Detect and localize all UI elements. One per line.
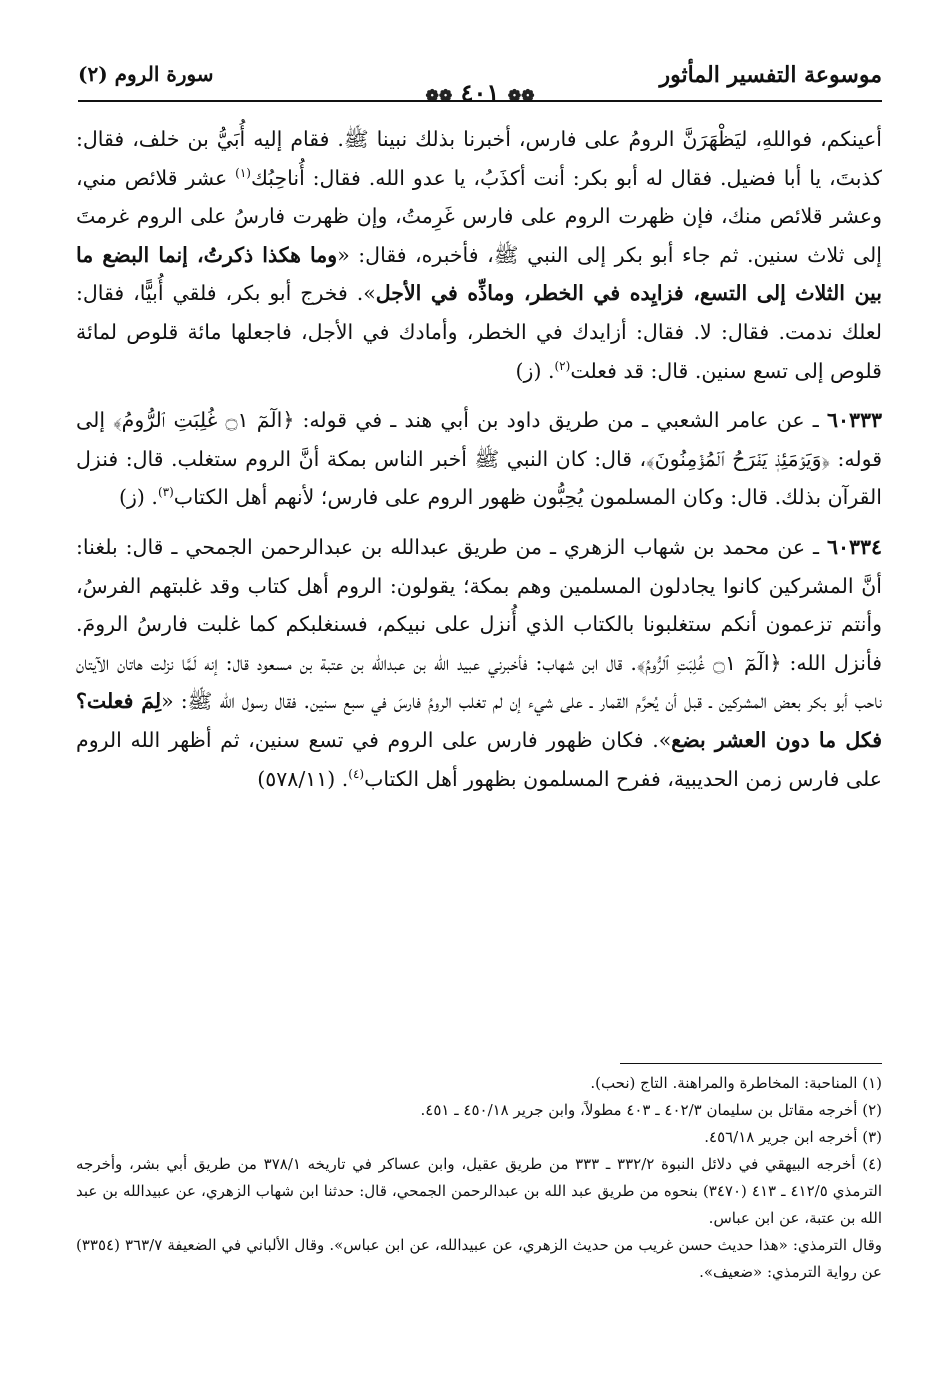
main-text — [76, 120, 882, 798]
text-segment: . (ز) — [515, 358, 555, 383]
text-segment: . (ز) — [119, 485, 158, 510]
text-segment: ـ عن محمد بن شهاب الزهري ـ من طريق عبدالله بن عبدالرحمن الجمحي ـ قال: بلغنا: أنَّ المشركين كانوا يجادلون المسلمين وهم بمكة؛ يقولون: الروم أهل كتاب وقد غلبتهم الفرسُ، وأنتم تزعمون أنكم ستغلبونا بالكتاب الذي أُنزل على نبيكم، فسنغلبكم كما غلبت فارسُ الرومَ. فأنزل الله: ﴿الٓمٓ ۝١ غُلِبَتِ ٱلرُّومُ﴾. قال ابن شهاب: فأخبرني عبيد الله بن عبدالله بن عتبة بن مسعود قال: إنه لَمَّا نزلت هاتان الآيتان ناحب أبو بكر بعض المشركين ـ قبل أن يُحرَّم القمار ـ على شيء إن لم تغلب الرومُ فارسَ في سبع سنين. فقال رسول الله ﷺ: « — [76, 534, 883, 714]
footnote: (١) المناحبة: المخاطرة والمراهنة. التاج (نحب). — [590, 1074, 882, 1092]
text-segment: أعينكم، فواللهِ، ليَظْهَرَنَّ الرومُ على فارس، أخبرنا بذلك نبينا ﷺ. فقام إليه أُبَيُّ بن خلف، فقال: كذبتَ، يا أبا فضيل. فقال له أبو بكر: أنت أكذَبُ، يا عدو الله. فقال: أُناحِبُك — [76, 127, 882, 190]
book-title: موسوعة التفسير المأثور — [659, 62, 882, 88]
footnote: (٢) أخرجه مقاتل بن سليمان ٤٠٢/٣ ـ ٤٠٣ مطولاً، وابن جرير ٤٥٠/١٨ ـ ٤٥١. — [420, 1101, 882, 1119]
footnote: وقال الترمذي: «هذا حديث حسن غريب من حديث الزهري، عن عبيدالله، عن ابن عباس». وقال الألباني في الضعيفة ٣٦٣/٧ (٣٣٥٤) عن رواية الترمذي: «ضعيف». — [76, 1236, 882, 1281]
footnote: (٤) أخرجه البيهقي في دلائل النبوة ٣٣٢/٢ ـ ٣٣٣ من طريق عقيل، وابن عساكر في تاريخه ٣٧٨/١ من طريق أبي بشر، وأخرجه الترمذي ٤١٢/٥ ـ ٤١٣ (٣٤٧٠) بنحوه من طريق عبد الله بن عبدالرحمن الجمحي، قال: حدثنا ابن شهاب الزهري، عن عبيدالله بن عبد الله بن عتبة، عن ابن عباس. — [76, 1155, 882, 1227]
paragraph — [76, 120, 882, 390]
paragraph — [76, 528, 882, 798]
hadith-quote: لِمَ فعلت؟ فكل ما دون العشر بضع — [76, 689, 882, 752]
hadith-number: ٦٠٣٣٣ — [826, 408, 882, 433]
footnote-ref: (٤) — [348, 766, 365, 781]
hadith-quote: وما هكذا ذكرتُ، إنما البضع ما بين الثلاث إلى التسع، فزايِده في الخطر، وماذِّه في الأجل — [76, 242, 882, 306]
ornament-right-icon: ❁❁ — [507, 86, 535, 105]
paragraph — [76, 401, 882, 517]
page-number — [425, 78, 534, 107]
page-header — [78, 62, 882, 107]
footnote-divider — [620, 1063, 882, 1064]
footnote-ref: (٢) — [554, 358, 571, 373]
text-segment: ـ عن عامر الشعبي ـ من طريق داود بن أبي هند ـ في قوله: ﴿الٓمٓ ۝١ غُلِبَتِ ٱلرُّومُ﴾ إلى قوله: ﴿وَيَوۡمَئِذٖ يَفۡرَحُ ٱلۡمُؤۡمِنُونَ﴾، قال: كان النبي ﷺ أخبر الناس بمكة أنَّ الروم ستغلب. قال: فنزل القرآن بذلك. قال: وكان المسلمون يُحِبُّون ظهور الروم على فارس؛ لأنهم أهل الكتاب — [76, 408, 882, 510]
text-segment: ». فخرج أبو بكر، فلقي أُبيًّا، فقال: لعلك ندمت. فقال: لا. فقال: أزايدك في الخطر، وأمادك في الأجل، فاجعلها مائة قلوص لمائة قلوص إلى تسع سنين. قال: قد فعلت — [76, 281, 882, 383]
footnote: (٣) أخرجه ابن جرير ٤٥٦/١٨. — [704, 1128, 882, 1146]
ornament-left-icon: ❁❁ — [425, 86, 453, 105]
hadith-number: ٦٠٣٣٤ — [826, 534, 882, 559]
text-segment: عشر قلائص مني، وعشر قلائص منك، فإن ظهرت الروم على فارس غَرِمتُ، وإن ظهرت فارسُ على الروم غرمتَ إلى ثلاث سنين. ثم جاء أبو بكر إلى النبي ﷺ، فأخبره، فقال: « — [76, 165, 882, 267]
footnote-ref: (٣) — [157, 485, 174, 500]
surah-title: سورة الروم (٢) — [78, 62, 214, 86]
page-number-value: ٤٠١ — [460, 78, 500, 107]
text-segment: ». فكان ظهور فارس على الروم في تسع سنين، ثم أظهر الله الروم على فارس زمن الحديبية، ففرح المسلمون بظهور أهل الكتاب — [76, 727, 882, 791]
footnote-ref: (١) — [235, 165, 251, 180]
footnotes — [76, 1070, 882, 1286]
header-divider — [78, 100, 882, 102]
text-segment: . (٥٧٨/١١) — [257, 766, 349, 791]
